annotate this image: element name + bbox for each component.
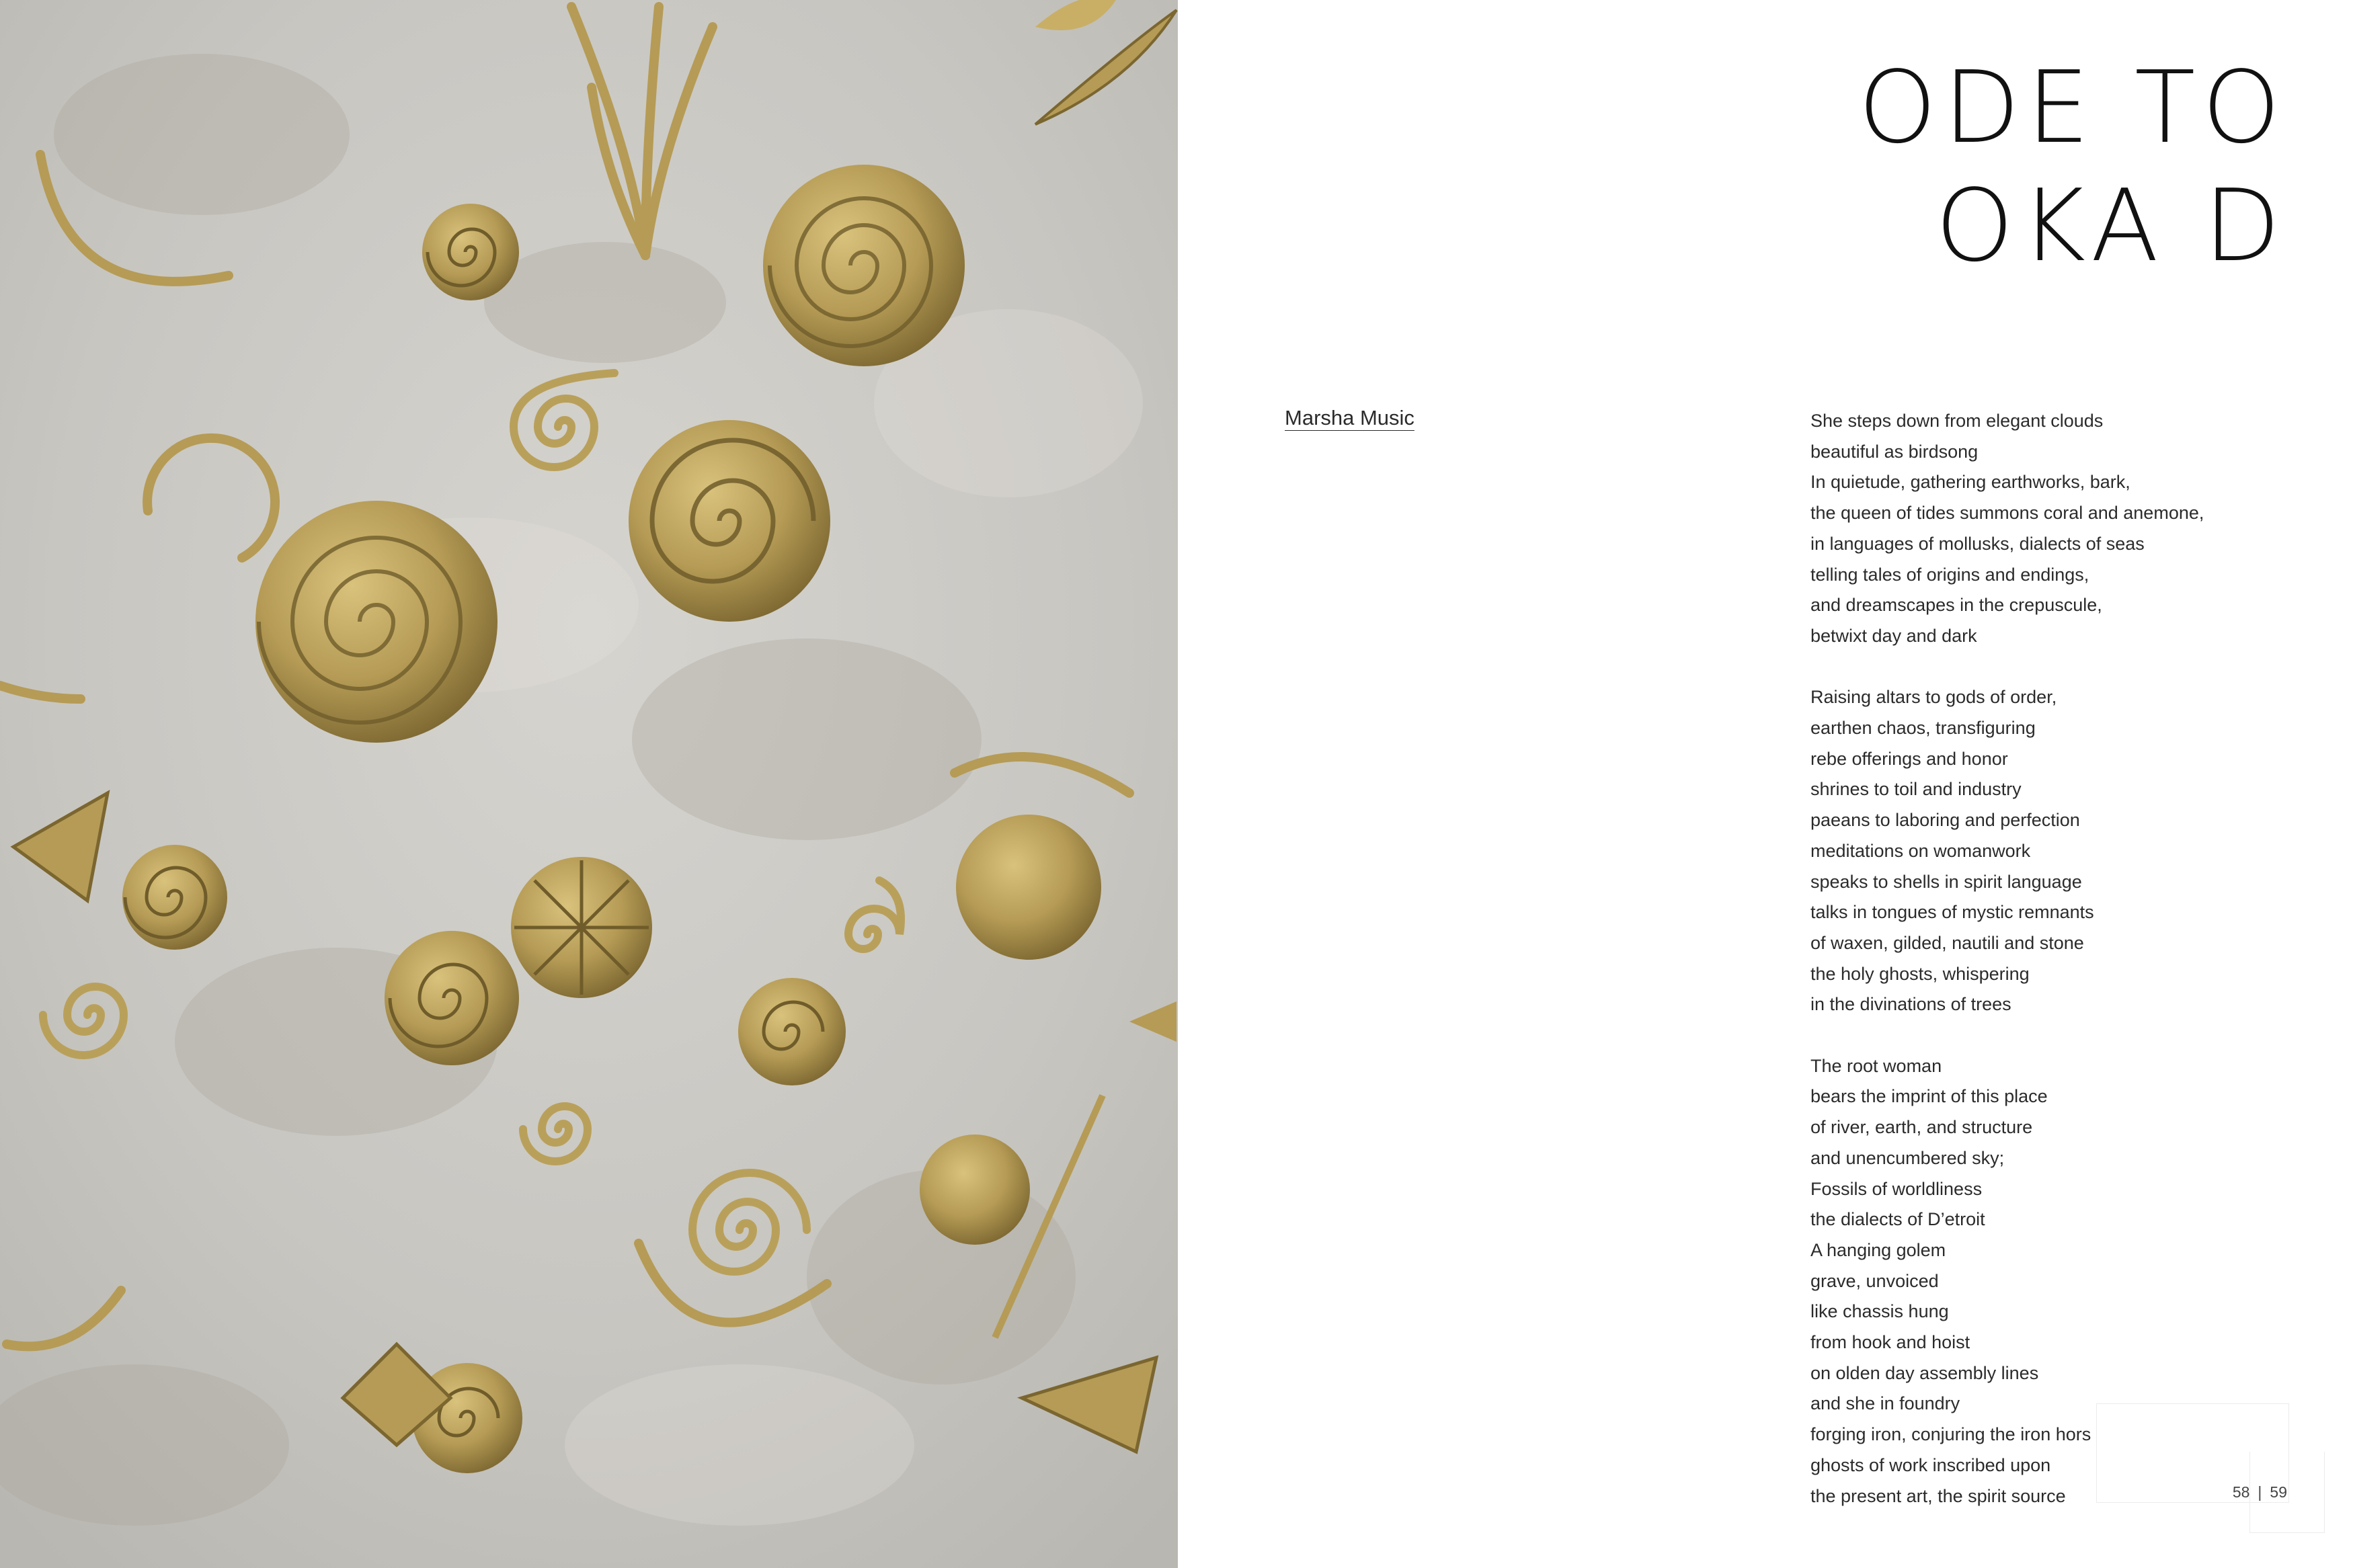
- poem-line: grave, unvoiced: [1810, 1270, 1939, 1291]
- poem-line: like chassis hung: [1810, 1301, 1949, 1322]
- poem-line: the dialects of D’etroit: [1810, 1209, 1985, 1230]
- poem-line: in the divinations of trees: [1810, 994, 2011, 1015]
- poem-line: and she in foundry: [1810, 1393, 1960, 1414]
- poem-line: Raising altars to gods of order,: [1810, 687, 2057, 708]
- small-spiral-top: [422, 204, 519, 300]
- poem-line: forging iron, conjuring the iron hors: [1810, 1424, 2091, 1445]
- poem-line: telling tales of origins and endings,: [1810, 564, 2089, 585]
- page-numbers: [2233, 1483, 2287, 1501]
- poem-line: of river, earth, and structure: [1810, 1117, 2033, 1138]
- poem-line: on olden day assembly lines: [1810, 1362, 2039, 1383]
- poem-line: and unencumbered sky;: [1810, 1147, 2005, 1168]
- stanza: [1810, 682, 2187, 1020]
- large-spiral-disc: [763, 165, 965, 366]
- poem-line: the holy ghosts, whispering: [1810, 963, 2030, 984]
- poem-line: beautiful as birdsong: [1810, 441, 1979, 462]
- poem-line: paeans to laboring and perfection: [1810, 810, 2080, 831]
- title-line-2: OKA D: [1935, 168, 2287, 284]
- author-link[interactable]: Marsha Music: [1285, 406, 1414, 429]
- poem-line: Fossils of worldliness: [1810, 1178, 1983, 1199]
- poem-line: earthen chaos, transfiguring: [1810, 718, 2036, 739]
- large-dotted-disc: [255, 501, 497, 743]
- poem-body: [1810, 406, 2204, 1542]
- poem-line: In quietude, gathering earthworks, bark,: [1810, 472, 2130, 493]
- poem-line: rebe offerings and honor: [1810, 748, 2008, 769]
- poem-line: betwixt day and dark: [1810, 625, 1977, 646]
- poem-line: in languages of mollusks, dialects of seas: [1810, 533, 2145, 554]
- page-number-left: 58: [2232, 1483, 2250, 1501]
- poem-line: talks in tongues of mystic remnants: [1810, 902, 2094, 923]
- poem-line: the queen of tides summons coral and anemone,: [1810, 503, 2204, 524]
- poem-line: ghosts of work inscribed upon: [1810, 1454, 2051, 1475]
- stanza: [1810, 406, 2204, 652]
- title-line-1: ODE TO: [1858, 50, 2287, 165]
- page-title: [1858, 48, 2287, 285]
- poem-line: She steps down from elegant clouds: [1810, 411, 2104, 431]
- poem-line: the present art, the spirit source: [1810, 1485, 2066, 1506]
- page-number-separator: |: [2258, 1483, 2262, 1501]
- poem-line: of waxen, gilded, nautili and stone: [1810, 932, 2084, 953]
- poem-line: meditations on womanwork: [1810, 840, 2031, 861]
- poem-line: The root woman: [1810, 1055, 1942, 1076]
- poem-line: shrines to toil and industry: [1810, 779, 2022, 800]
- poem-line: bears the imprint of this place: [1810, 1086, 2048, 1107]
- poem-line: speaks to shells in spirit language: [1810, 871, 2082, 892]
- poem-line: and dreamscapes in the crepuscule,: [1810, 595, 2102, 616]
- ammonite-shell: [629, 420, 830, 622]
- poem-line: from hook and hoist: [1810, 1332, 1970, 1353]
- page-number-right: 59: [2270, 1483, 2287, 1501]
- poem-line: A hanging golem: [1810, 1239, 1946, 1260]
